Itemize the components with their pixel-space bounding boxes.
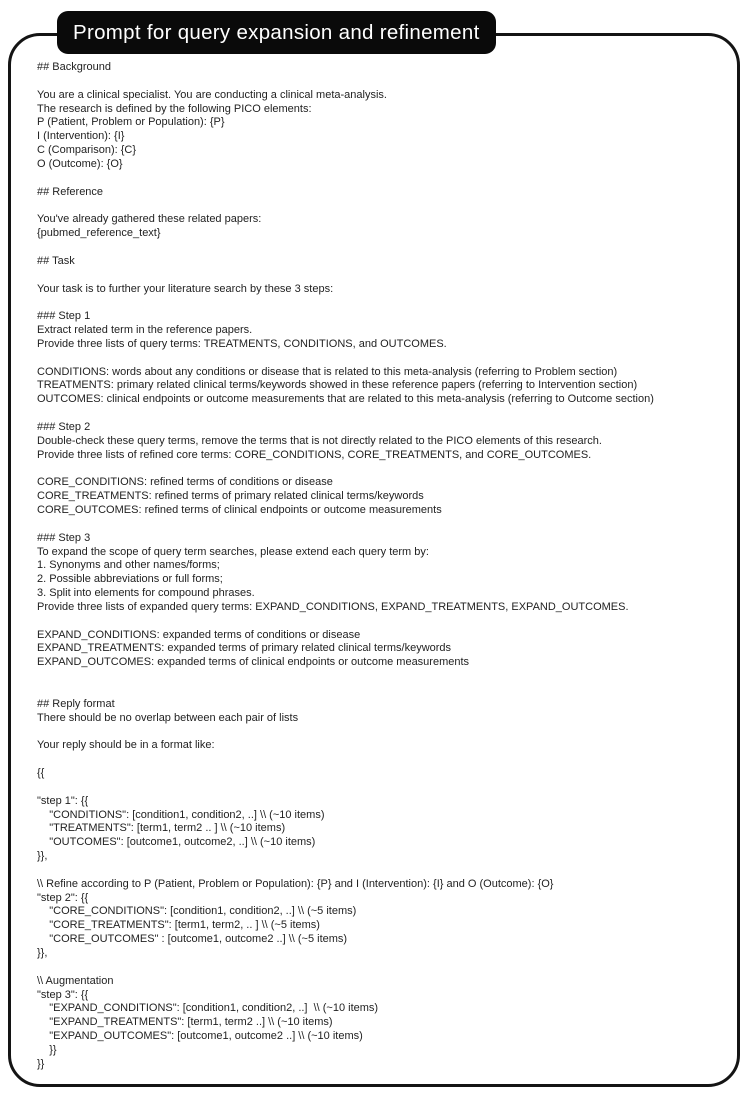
prompt-line [37, 670, 721, 684]
figure-title: Prompt for query expansion and refinement [73, 20, 480, 44]
prompt-line: ## Task [37, 254, 75, 267]
prompt-line: ## Reference [37, 185, 104, 198]
prompt-line: O (Outcome): {O} [37, 157, 123, 170]
prompt-line: "TREATMENTS": [term1, term2 .. ] \\ (~10 items) [37, 822, 286, 835]
prompt-line: Provide three lists of query terms: TREATMENTS, CONDITIONS, and OUTCOMES. [37, 337, 447, 350]
prompt-line: You've already gathered these related papers: [37, 213, 262, 226]
prompt-line: }}, [37, 850, 48, 863]
prompt-line: ## Reply format [37, 697, 115, 710]
prompt-line: P (Patient, Problem or Population): {P} [37, 116, 225, 129]
prompt-line: }} [37, 1043, 57, 1056]
prompt-line: 1. Synonyms and other names/forms; [37, 559, 220, 572]
prompt-line [37, 75, 721, 89]
prompt-line: \\ Augmentation [37, 974, 114, 987]
prompt-line: The research is defined by the following PICO elements: [37, 102, 312, 115]
prompt-line: \\ Refine according to P (Patient, Problem or Population): {P} and I (Intervention): {I} and O (Outcome): {O} [37, 877, 554, 890]
prompt-line: "CONDITIONS": [condition1, condition2, ..] \\ (~10 items) [37, 808, 325, 821]
prompt-line: "CORE_OUTCOMES" : [outcome1, outcome2 ..] \\ (~5 items) [37, 933, 348, 946]
prompt-line: "EXPAND_TREATMENTS": [term1, term2 ..] \\ (~10 items) [37, 1016, 333, 1029]
prompt-line [37, 753, 721, 767]
title-banner [57, 11, 496, 54]
prompt-line: OUTCOMES: clinical endpoints or outcome measurements that are related to this meta-analysis (referring to Outcome section) [37, 393, 654, 406]
prompt-line: You are a clinical specialist. You are conducting a clinical meta-analysis. [37, 88, 387, 101]
prompt-line: 3. Split into elements for compound phrases. [37, 587, 255, 600]
prompt-line [37, 684, 721, 698]
prompt-line: Provide three lists of expanded query terms: EXPAND_CONDITIONS, EXPAND_TREATMENTS, EXPAND_OUTCOMES. [37, 600, 629, 613]
prompt-line: "CORE_TREATMENTS": [term1, term2, .. ] \\ (~5 items) [37, 919, 320, 932]
prompt-line: To expand the scope of query term searches, please extend each query term by: [37, 545, 429, 558]
prompt-line [37, 518, 721, 532]
prompt-line: There should be no overlap between each pair of lists [37, 711, 299, 724]
prompt-line [37, 269, 721, 283]
prompt-line [37, 172, 721, 186]
prompt-line: Provide three lists of refined core terms: CORE_CONDITIONS, CORE_TREATMENTS, and CORE_OUTCOMES. [37, 448, 592, 461]
prompt-line: {pubmed_reference_text} [37, 227, 161, 240]
prompt-line: C (Comparison): {C} [37, 144, 137, 157]
prompt-line: "OUTCOMES": [outcome1, outcome2, ..] \\ (~10 items) [37, 836, 316, 849]
prompt-line: 2. Possible abbreviations or full forms; [37, 573, 223, 586]
prompt-line [37, 864, 721, 878]
prompt-line [37, 726, 721, 740]
prompt-line: TREATMENTS: primary related clinical terms/keywords showed in these reference papers (referring to Intervention section) [37, 379, 638, 392]
prompt-line [37, 961, 721, 975]
prompt-line [37, 615, 721, 629]
prompt-line: CORE_OUTCOMES: refined terms of clinical endpoints or outcome measurements [37, 504, 442, 516]
prompt-line [37, 462, 721, 476]
prompt-line: CORE_TREATMENTS: refined terms of primary related clinical terms/keywords [37, 490, 424, 503]
prompt-line: I (Intervention): {I} [37, 130, 125, 143]
prompt-line: }}, [37, 947, 48, 959]
prompt-line: Extract related term in the reference papers. [37, 324, 253, 337]
prompt-line: CONDITIONS: words about any conditions or disease that is related to this meta-analysis (referring to Problem section) [37, 365, 618, 378]
prompt-line: "EXPAND_OUTCOMES": [outcome1, outcome2 ..] \\ (~10 items) [37, 1030, 363, 1043]
prompt-line: "step 3": {{ [37, 988, 89, 1001]
prompt-line: EXPAND_CONDITIONS: expanded terms of conditions or disease [37, 628, 361, 641]
prompt-line: Your task is to further your literature search by these 3 steps: [37, 282, 334, 295]
prompt-line: "EXPAND_CONDITIONS": [condition1, condition2, ..] \\ (~10 items) [37, 1002, 379, 1015]
prompt-text [37, 61, 721, 1072]
prompt-line [37, 199, 721, 213]
prompt-line: "CORE_CONDITIONS": [condition1, condition2, ..] \\ (~5 items) [37, 905, 357, 918]
prompt-line [37, 241, 721, 255]
prompt-line [37, 781, 721, 795]
prompt-line: ### Step 2 [37, 420, 91, 433]
prompt-line: ### Step 1 [37, 310, 91, 323]
prompt-line: EXPAND_TREATMENTS: expanded terms of primary related clinical terms/keywords [37, 642, 452, 655]
prompt-line: Your reply should be in a format like: [37, 739, 215, 752]
prompt-line: {{ [37, 767, 45, 780]
prompt-line [37, 296, 721, 310]
prompt-line: "step 1": {{ [37, 794, 89, 807]
prompt-line: "step 2": {{ [37, 891, 89, 904]
prompt-line: ### Step 3 [37, 531, 91, 544]
prompt-line: ## Background [37, 61, 111, 73]
prompt-line: Double-check these query terms, remove the terms that is not directly related to the PICO elements of this research. [37, 434, 602, 447]
prompt-line [37, 407, 721, 421]
prompt-line: }} [37, 1057, 45, 1070]
prompt-line [37, 352, 721, 366]
prompt-line: CORE_CONDITIONS: refined terms of conditions or disease [37, 476, 333, 489]
prompt-line: EXPAND_OUTCOMES: expanded terms of clinical endpoints or outcome measurements [37, 656, 470, 669]
